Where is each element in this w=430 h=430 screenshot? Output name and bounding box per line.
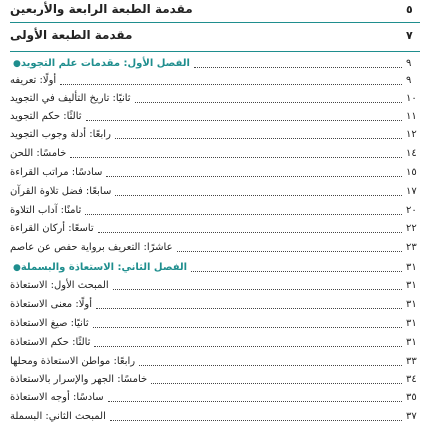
dot-leader [151, 382, 402, 384]
dot-leader [194, 66, 402, 68]
toc-entry[interactable] [10, 392, 420, 403]
toc-entry-title: ثالثًا: حكم التجويد [10, 111, 82, 122]
toc-entry-title: مقدمة الطبعة الأولى [10, 28, 133, 42]
toc-entry-title: ثامنًا: آداب التلاوة [10, 205, 82, 216]
toc-entry[interactable] [10, 242, 420, 253]
toc-page-number: ١٠ [406, 93, 417, 104]
toc-entry-title: رابعًا: أدلة وجوب التجويد [10, 129, 111, 140]
toc-entry[interactable] [10, 28, 420, 42]
toc-entry[interactable] [10, 356, 420, 367]
toc-page-number: ٣١ [406, 337, 417, 348]
toc-entry-title: المبحث الثاني: البسملة [10, 411, 106, 422]
toc-entry-title: الفصل الثاني: الاستعاذة والبسملة [20, 262, 188, 273]
toc-entry[interactable] [10, 148, 420, 159]
toc-page-number: ٢٣ [406, 242, 417, 253]
dot-leader [139, 364, 402, 366]
toc-entry[interactable] [10, 318, 420, 329]
toc-entry[interactable] [10, 337, 420, 348]
dot-leader [115, 137, 402, 139]
toc-entry-title: خامسًا: الجهر والإسرار بالاستعاذة [10, 374, 148, 385]
dot-leader [135, 101, 402, 103]
dot-leader [85, 213, 402, 215]
dot-leader [93, 326, 402, 328]
toc-page-number: ٣٣ [406, 356, 417, 367]
toc-entry[interactable] [10, 223, 420, 234]
toc-page-number: ٣١ [406, 262, 417, 273]
toc-entry[interactable] [10, 262, 420, 273]
toc-entry-title: سابعًا: فضل تلاوة القرآن [10, 186, 112, 197]
toc-entry[interactable] [10, 411, 420, 422]
toc-entry[interactable] [10, 111, 420, 122]
toc-entry-title: الفصل الأول: مقدمات علم التجويد [20, 58, 190, 69]
dot-leader [70, 156, 402, 158]
toc-page-number: ٩ [406, 75, 412, 86]
dot-leader [108, 400, 402, 402]
toc-entry-title: عاشرًا: التعريف برواية حفص عن عاصم [10, 242, 173, 253]
dot-leader [113, 288, 402, 290]
dot-leader [96, 307, 402, 309]
toc-entry[interactable] [10, 299, 420, 310]
toc-entry-title: تاسعًا: أركان القراءة [10, 223, 94, 234]
toc-entry-title: ثانيًا: تاريخ التأليف في التجويد [10, 93, 131, 104]
toc-entry[interactable] [10, 167, 420, 178]
toc-entry-title: سادسًا: مراتب القراءة [10, 167, 103, 178]
toc-entry-title: رابعًا: مواطن الاستعاذة ومحلها [10, 356, 136, 367]
toc-entry-title: أولًا: معنى الاستعاذة [10, 299, 93, 310]
toc-page-number: ٢٢ [406, 223, 417, 234]
dot-leader [177, 250, 402, 252]
toc-page-number: ١٧ [406, 186, 417, 197]
toc-entry[interactable] [10, 129, 420, 140]
toc-page-number: ١١ [406, 111, 417, 122]
toc-page-number: ٢٠ [406, 205, 417, 216]
toc-entry[interactable] [10, 186, 420, 197]
toc-page-number: ٣١ [406, 299, 417, 310]
dot-leader [106, 175, 402, 177]
divider-rule [10, 51, 420, 52]
toc-entry-title: ثالثًا: حكم الاستعاذة [10, 337, 91, 348]
toc-page-number: ١٥ [406, 167, 417, 178]
toc-page-number: ٣١ [406, 280, 417, 291]
toc-page-number: ٣٧ [406, 411, 417, 422]
dot-leader [98, 231, 402, 233]
toc-page-number: ١٢ [406, 129, 417, 140]
dot-leader [60, 83, 402, 85]
toc-page-number: ١٤ [406, 148, 417, 159]
toc-entry[interactable] [10, 93, 420, 104]
toc-entry-title: المبحث الأول: الاستعاذة [10, 280, 109, 291]
toc-page-number: ٣٥ [406, 392, 417, 403]
toc-entry[interactable] [10, 374, 420, 385]
toc-entry[interactable] [10, 2, 420, 16]
toc-entry[interactable] [10, 58, 420, 69]
toc-page-number: ٩ [406, 58, 412, 69]
toc-page-number: ٥ [406, 2, 413, 16]
dot-leader [115, 194, 402, 196]
bullet-icon: ● [13, 262, 21, 273]
toc-entry[interactable] [10, 75, 420, 86]
dot-leader [86, 119, 402, 121]
bullet-icon: ● [13, 58, 21, 69]
toc-page-number: ٣١ [406, 318, 417, 329]
dot-leader [110, 419, 402, 421]
toc-entry[interactable] [10, 205, 420, 216]
toc-page-number: ٧ [406, 28, 413, 42]
toc-entry[interactable] [10, 280, 420, 291]
toc-entry-title: مقدمة الطبعة الرابعة والأربعين [10, 2, 193, 16]
dot-leader [94, 345, 402, 347]
toc-entry-title: خامسًا: اللحن [10, 148, 67, 159]
toc-entry-title: سادسًا: أوجه الاستعاذة [10, 392, 104, 403]
toc-entry-title: ثانيًا: صيغ الاستعاذة [10, 318, 89, 329]
toc-page-number: ٣٤ [406, 374, 417, 385]
dot-leader [191, 270, 402, 272]
divider-rule [10, 22, 420, 23]
toc-entry-title: أولًا: تعريفه [10, 75, 57, 86]
